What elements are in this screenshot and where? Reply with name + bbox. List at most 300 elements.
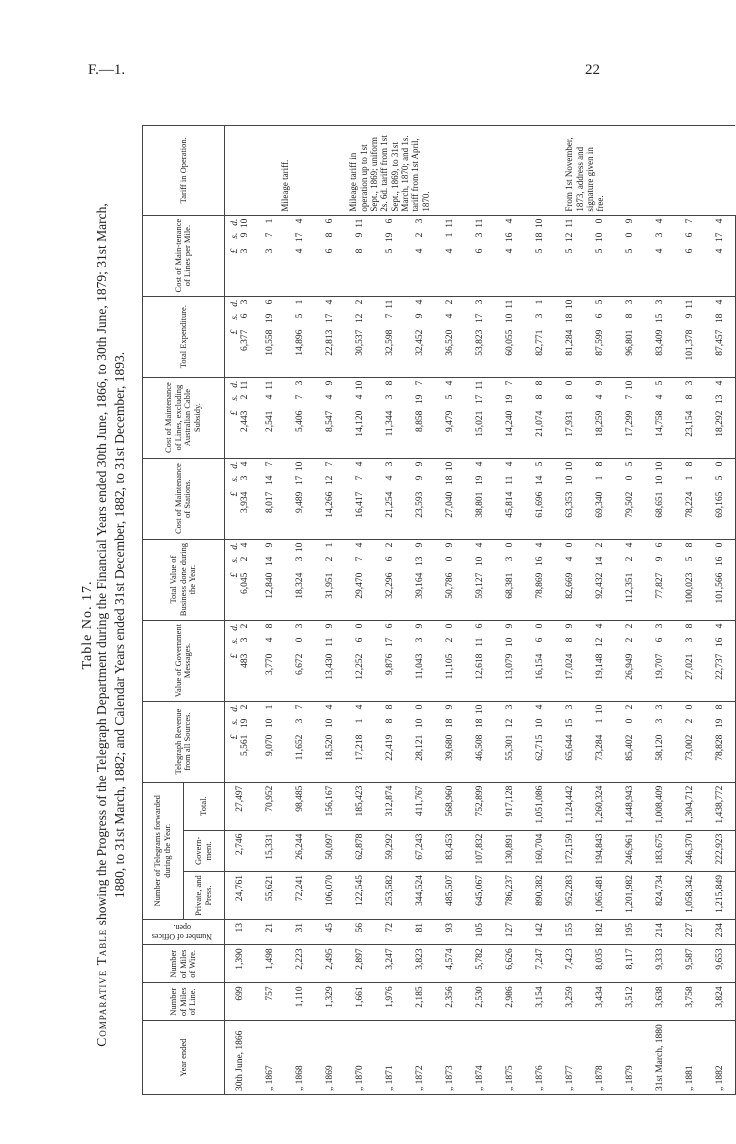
money-s: 13 (714, 394, 725, 405)
unit-d: d. (229, 218, 240, 226)
money-L-value: 3 (239, 248, 250, 254)
money-value (295, 219, 305, 293)
money-d-value: 4 (239, 461, 250, 467)
money-L: 4 (414, 248, 425, 254)
money-L-value: 6,377 (239, 329, 250, 351)
cell-line: 2,356 (435, 983, 465, 1021)
table-row (285, 126, 315, 1095)
unit-d: d. (229, 299, 240, 307)
money-value (230, 381, 250, 455)
cell-govm (555, 620, 585, 701)
money-L: 68,381 (504, 572, 515, 599)
money-L: 92,432 (594, 572, 605, 599)
money-d: 4 (294, 218, 305, 224)
header-gov-messages: Value of Government Messages. (143, 620, 225, 701)
table-body (224, 126, 735, 1095)
money-d: 11 (474, 218, 485, 228)
money-d: 10 (354, 380, 365, 391)
money-s: 10 (504, 313, 515, 324)
cell-gov: 183,675 (645, 830, 675, 871)
money-value (415, 543, 425, 617)
money-L (230, 249, 250, 293)
money-d: 4 (714, 299, 725, 305)
money-s: 10 (324, 718, 335, 729)
header-total: Total. (183, 782, 224, 830)
money-value (565, 543, 575, 617)
money-L: 14,120 (354, 410, 365, 437)
cell-off: 195 (615, 920, 645, 945)
cell-cst (255, 458, 285, 539)
money-s-value: 3 (239, 475, 250, 481)
money-s: 12 (594, 637, 605, 648)
money-L: 5 (534, 248, 545, 254)
money-d-value: 2 (239, 704, 250, 710)
cell-cst (405, 458, 435, 539)
header-offices (143, 920, 225, 945)
cell-rev (465, 701, 495, 782)
money-L: 69,165 (714, 491, 725, 518)
money-value (685, 300, 695, 374)
money-s: 18 (444, 718, 455, 729)
money-s: 7 (294, 394, 305, 400)
money-L: 63,353 (564, 491, 575, 518)
unit-s: s. (229, 232, 240, 239)
cell-wire: 3,247 (375, 945, 405, 983)
money-value (230, 300, 250, 374)
cell-priv: 122,545 (345, 872, 375, 920)
cell-priv: 344,524 (405, 872, 435, 920)
money-value (535, 381, 545, 455)
money-d (230, 462, 250, 476)
money-L: 61,696 (534, 491, 545, 518)
money-s: 4 (654, 394, 665, 400)
cell-rev (525, 701, 555, 782)
money-L: 5 (564, 248, 575, 254)
cell-bus (615, 539, 645, 620)
money-value (685, 381, 695, 455)
money-s: 4 (264, 637, 275, 643)
cell-cpm (345, 215, 375, 296)
unit-L: £ (229, 410, 240, 416)
cell-bus (285, 539, 315, 620)
money-d: 5 (594, 299, 605, 305)
cell-line: 1,329 (315, 983, 345, 1021)
table-row (585, 126, 615, 1095)
money-L: 6 (684, 248, 695, 254)
money-value (265, 300, 275, 374)
money-d: 4 (474, 461, 485, 467)
money-d-value: 11 (239, 380, 250, 390)
money-value (595, 300, 605, 374)
money-s (230, 557, 250, 573)
money-value (535, 300, 545, 374)
unit-d: d. (229, 542, 240, 550)
money-value (535, 705, 545, 779)
money-s: 1 (594, 718, 605, 724)
cell-cln (285, 377, 315, 458)
money-L: 62,715 (534, 734, 545, 761)
money-L: 26,949 (624, 653, 635, 680)
money-d: 4 (354, 542, 365, 548)
money-L-value: 3,934 (239, 491, 250, 513)
money-value (715, 219, 725, 293)
money-s: 16 (714, 637, 725, 648)
money-s (230, 314, 250, 330)
cell-rev (315, 701, 345, 782)
money-L: 5 (384, 248, 395, 254)
money-d: 1 (264, 704, 275, 710)
money-L: 81,284 (564, 329, 575, 356)
money-s: 10 (594, 232, 605, 243)
cell-total: 1,260,324 (585, 782, 615, 830)
money-d: 4 (714, 623, 725, 629)
money-L: 8,017 (264, 491, 275, 513)
cell-govm (255, 620, 285, 701)
unit-s: s. (229, 637, 240, 644)
money-d: 9 (264, 542, 275, 548)
money-s: 0 (444, 556, 455, 562)
money-value (355, 462, 365, 536)
cell-rev (675, 701, 705, 782)
money-s: 18 (714, 313, 725, 324)
cell-govm (345, 620, 375, 701)
cell-cst (285, 458, 315, 539)
money-d: 11 (684, 299, 695, 309)
money-s: 10 (414, 718, 425, 729)
money-L: 55,301 (504, 734, 515, 761)
money-s: 8 (624, 313, 635, 319)
title-caps: Comparative Table (94, 928, 109, 1047)
cell-priv: 645,067 (465, 872, 495, 920)
cell-priv: 786,237 (495, 872, 525, 920)
money-d: 0 (354, 623, 365, 629)
money-s: 17 (324, 313, 335, 324)
cell-priv: 106,070 (315, 872, 345, 920)
unit-s: s. (229, 475, 240, 482)
money-s: 8 (324, 232, 335, 238)
cell-cst (615, 458, 645, 539)
money-d (230, 219, 250, 233)
cell-exp (525, 296, 555, 377)
money-value (625, 705, 635, 779)
money-L: 46,508 (474, 734, 485, 761)
money-s: 15 (654, 313, 665, 324)
money-s: 11 (324, 637, 335, 647)
cell-cpm (435, 215, 465, 296)
cell-exp (315, 296, 345, 377)
money-s: 14 (264, 475, 275, 486)
money-s: 3 (294, 718, 305, 724)
cell-off: 31 (285, 920, 315, 945)
cell-off: 72 (375, 920, 405, 945)
money-d: 4 (474, 542, 485, 548)
table-row (315, 126, 345, 1095)
cell-govm (405, 620, 435, 701)
money-value (295, 543, 305, 617)
money-d: 0 (714, 461, 725, 467)
money-d: 11 (264, 380, 275, 390)
money-L: 12,618 (474, 653, 485, 680)
money-s: 11 (474, 637, 485, 647)
cell-exp (495, 296, 525, 377)
cell-bus (255, 539, 285, 620)
money-d: 7 (264, 461, 275, 467)
money-s: 15 (564, 718, 575, 729)
money-s: 9 (684, 313, 695, 319)
money-d: 8 (384, 704, 395, 710)
money-s: 12 (324, 475, 335, 486)
money-d: 4 (714, 380, 725, 386)
cell-gov: 83,453 (435, 830, 465, 871)
cell-cpm (465, 215, 495, 296)
money-d: 9 (414, 461, 425, 467)
cell-govm (285, 620, 315, 701)
money-s: 14 (594, 556, 605, 567)
money-d: 6 (384, 623, 395, 629)
money-value (625, 219, 635, 293)
cell-cpm (285, 215, 315, 296)
money-s: 8 (534, 394, 545, 400)
money-d: 8 (684, 623, 695, 629)
header-miles-wire: Number of Miles of Wire. (143, 945, 225, 983)
cell-off: 45 (315, 920, 345, 945)
cell-bus (675, 539, 705, 620)
money-d: 9 (594, 380, 605, 386)
header-tariff: Tariff in Operation. (143, 126, 225, 216)
money-s: 9 (414, 475, 425, 481)
money-value (265, 624, 275, 698)
money-value (655, 462, 665, 536)
cell-line: 3,434 (585, 983, 615, 1021)
money-L: 73,002 (684, 734, 695, 761)
cell-cst (525, 458, 555, 539)
cell-govm (675, 620, 705, 701)
cell-rev (555, 701, 585, 782)
unit-L: £ (229, 491, 240, 497)
money-s: 19 (264, 313, 275, 324)
unit-L: £ (229, 329, 240, 335)
money-d: 11 (354, 218, 365, 228)
cell-line: 3,512 (615, 983, 645, 1021)
money-s: 8 (564, 394, 575, 400)
cell-line: 1,661 (345, 983, 375, 1021)
money-L: 4 (504, 248, 515, 254)
money-d: 0 (564, 380, 575, 386)
table-row (255, 126, 285, 1095)
money-value (230, 219, 250, 293)
cell-govm (615, 620, 645, 701)
money-d: 4 (324, 704, 335, 710)
money-d: 9 (564, 623, 575, 629)
cell-cln (615, 377, 645, 458)
cell-cln (675, 377, 705, 458)
money-d: 0 (534, 623, 545, 629)
cell-exp (375, 296, 405, 377)
cell-priv: 485,507 (435, 872, 465, 920)
cell-rev (615, 701, 645, 782)
cell-rev (705, 701, 736, 782)
money-s: 3 (684, 637, 695, 643)
money-L: 31,951 (324, 572, 335, 599)
cell-cln (405, 377, 435, 458)
cell-line: 3,154 (525, 983, 555, 1021)
money-value (415, 300, 425, 374)
cell-wire: 6,626 (495, 945, 525, 983)
cell-bus (645, 539, 675, 620)
money-d: 0 (684, 704, 695, 710)
money-L: 101,566 (714, 572, 725, 604)
cell-gov: 50,097 (315, 830, 345, 871)
cell-wire: 2,223 (285, 945, 315, 983)
money-value (265, 705, 275, 779)
money-d: 0 (564, 542, 575, 548)
money-L: 3 (264, 248, 275, 254)
money-d: 8 (384, 380, 395, 386)
money-value (325, 300, 335, 374)
money-L: 19,707 (654, 653, 665, 680)
table-title-line-1 (94, 125, 110, 1125)
money-value (595, 219, 605, 293)
money-s: 6 (534, 637, 545, 643)
money-L: 6 (324, 248, 335, 254)
unit-L: £ (229, 248, 240, 254)
cell-total: 27,497 (224, 782, 255, 830)
money-d-value: 10 (239, 218, 250, 229)
cell-gov: 107,832 (465, 830, 495, 871)
money-value (685, 543, 695, 617)
money-d: 8 (714, 704, 725, 710)
money-value (565, 381, 575, 455)
cell-wire: 9,653 (705, 945, 736, 983)
money-value (445, 219, 455, 293)
money-L (230, 411, 250, 455)
money-s: 1 (684, 475, 695, 481)
cell-exp (675, 296, 705, 377)
cell-cln (375, 377, 405, 458)
header-cost-lines: Cost of Maintenance of Lines, excluding Australian Cable Subsidy. (143, 377, 225, 458)
money-L: 29,470 (354, 572, 365, 599)
cell-bus (525, 539, 555, 620)
money-s: 10 (534, 718, 545, 729)
cell-wire: 7,247 (525, 945, 555, 983)
cell-cln (315, 377, 345, 458)
money-s: 7 (264, 232, 275, 238)
cell-govm (375, 620, 405, 701)
money-L-value: 2,443 (239, 410, 250, 432)
cell-rev (345, 701, 375, 782)
money-d: 3 (654, 623, 665, 629)
cell-line: 2,530 (465, 983, 495, 1021)
cell-gov: 246,961 (615, 830, 645, 871)
money-value (355, 543, 365, 617)
money-L-value: 6,045 (239, 572, 250, 594)
money-s: 2 (444, 637, 455, 643)
money-s: 19 (414, 394, 425, 405)
cell-cst (435, 458, 465, 539)
money-s: 8 (564, 637, 575, 643)
money-s: 0 (294, 637, 305, 643)
money-value (265, 543, 275, 617)
money-value (535, 462, 545, 536)
cell-cln (435, 377, 465, 458)
cell-bus (405, 539, 435, 620)
cell-year: „ 1872 (405, 1021, 435, 1095)
money-L: 17,931 (564, 410, 575, 437)
cell-cpm (495, 215, 525, 296)
money-d: 10 (444, 461, 455, 472)
money-d: 6 (324, 218, 335, 224)
money-value (715, 300, 725, 374)
money-L (230, 735, 250, 779)
money-d: 4 (324, 299, 335, 305)
cell-year: „ 1868 (285, 1021, 315, 1095)
cell-year: „ 1882 (705, 1021, 736, 1095)
cell-year: „ 1879 (615, 1021, 645, 1095)
cell-priv: 72,241 (285, 872, 315, 920)
money-d: 7 (324, 461, 335, 467)
cell-bus (705, 539, 736, 620)
money-value (445, 705, 455, 779)
money-d: 4 (444, 380, 455, 386)
money-d: 4 (534, 704, 545, 710)
money-d: 1 (534, 299, 545, 305)
money-value (685, 624, 695, 698)
money-value (325, 624, 335, 698)
money-value (295, 705, 305, 779)
money-value (475, 219, 485, 293)
cell-off: 105 (465, 920, 495, 945)
cell-exp (615, 296, 645, 377)
table-title-line-2: 1880, to 31st March, 1882; and Calendar Years ended 31st December, 1882, to 31st December, 1893. (112, 351, 127, 899)
money-s: 7 (624, 394, 635, 400)
money-s-value: 3 (239, 637, 250, 643)
money-L (230, 330, 250, 374)
money-L: 6,672 (294, 653, 305, 675)
money-s: 19 (384, 232, 395, 243)
money-L: 9,479 (444, 410, 455, 432)
money-d: 4 (414, 299, 425, 305)
money-value (685, 462, 695, 536)
money-value (415, 219, 425, 293)
money-s-value: 2 (239, 394, 250, 400)
cell-cln (585, 377, 615, 458)
cell-total: 70,952 (255, 782, 285, 830)
money-value (625, 381, 635, 455)
money-d: 8 (594, 461, 605, 467)
money-d (230, 381, 250, 395)
cell-bus (555, 539, 585, 620)
cell-off: 214 (645, 920, 675, 945)
header-miles-line: Number of Miles of Line. (143, 983, 225, 1021)
money-L: 58,120 (654, 734, 665, 761)
money-s: 7 (354, 556, 365, 562)
money-d: 4 (504, 461, 515, 467)
cell-year: „ 1871 (375, 1021, 405, 1095)
cell-gov: 15,331 (255, 830, 285, 871)
money-L: 32,598 (384, 329, 395, 356)
cell-year: „ 1874 (465, 1021, 495, 1095)
money-d: 11 (444, 218, 455, 228)
cell-gov: 59,292 (375, 830, 405, 871)
money-L: 85,402 (624, 734, 635, 761)
money-s (230, 233, 250, 249)
unit-d: d. (229, 461, 240, 469)
cell-total: 1,438,772 (705, 782, 736, 830)
money-s: 3 (654, 718, 665, 724)
cell-year: „ 1881 (675, 1021, 705, 1095)
cell-rev (224, 701, 255, 782)
cell-total: 156,167 (315, 782, 345, 830)
